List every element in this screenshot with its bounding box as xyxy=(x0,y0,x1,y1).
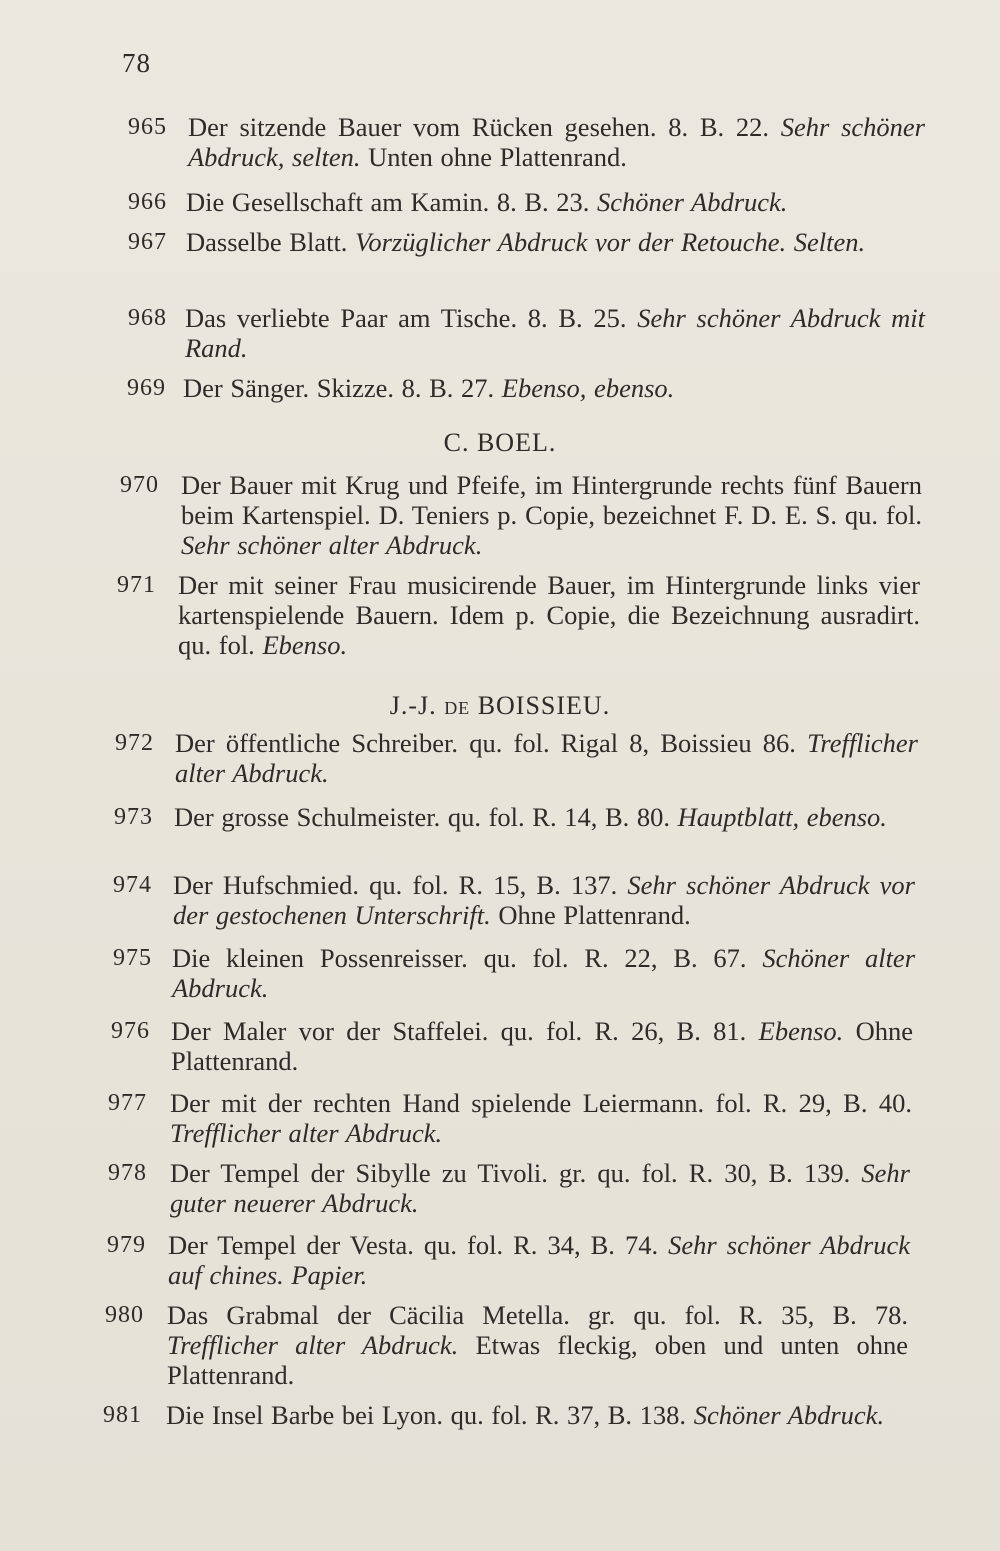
entry-condition-note: Ebenso, ebenso. xyxy=(501,373,675,403)
entry-number: 975 xyxy=(113,945,152,971)
entry-number: 980 xyxy=(105,1302,144,1328)
entry-text xyxy=(181,470,922,560)
entry-description: Das verliebte Paar am Tische. 8. B. 25. xyxy=(185,303,638,333)
entry-text xyxy=(185,303,925,363)
entry-number: 976 xyxy=(111,1018,150,1044)
entry-number: 965 xyxy=(128,114,167,140)
entry-number: 966 xyxy=(128,189,167,215)
section-heading-boel: C. BOEL. xyxy=(443,428,557,457)
entry-number: 968 xyxy=(128,305,167,331)
heading-surname: BOISSIEU. xyxy=(470,691,611,720)
page-number: 78 xyxy=(122,48,151,78)
entry-description: Der öffentliche Schreiber. qu. fol. Rigal 8, Boissieu 86. xyxy=(175,728,808,758)
entry-text xyxy=(186,187,925,217)
entry-remark: Ohne Plattenrand. xyxy=(490,900,691,930)
entry-number: 972 xyxy=(115,730,154,756)
entry-text xyxy=(188,112,925,172)
section-heading-boissieu xyxy=(0,691,1000,721)
entry-number: 970 xyxy=(120,472,159,498)
entry-description: Der Bauer mit Krug und Pfeife, im Hintergrunde rechts fünf Bauern beim Kartenspiel. D. Teniers p. Copie, bezeichnet F. D. E. S. qu. fol. xyxy=(181,470,922,530)
entry-text xyxy=(173,870,915,930)
entry-text xyxy=(172,943,915,1003)
entry-condition-note: Sehr schöner Abdruck, selten. xyxy=(188,112,925,172)
entry-text xyxy=(170,1088,912,1148)
entry-description: Der Tempel der Vesta. qu. fol. R. 34, B. 74. xyxy=(168,1230,669,1260)
entry-condition-note: Schöner Abdruck. xyxy=(597,187,788,217)
entry-description: Der mit der rechten Hand spielende Leiermann. fol. R. 29, B. 40. xyxy=(170,1088,912,1118)
entry-description: Der grosse Schulmeister. qu. fol. R. 14, B. 80. xyxy=(174,802,678,832)
entry-text xyxy=(175,728,918,788)
entry-description: Der mit seiner Frau musicirende Bauer, im Hintergrunde links vier kartenspielende Bauern. Idem p. Copie, die Bezeichnung ausradirt. qu. fol. xyxy=(178,570,920,660)
entry-description: Dasselbe Blatt. xyxy=(186,227,356,257)
entry-condition-note: Ebenso. xyxy=(262,630,348,660)
entry-condition-note: Hauptblatt, ebenso. xyxy=(677,802,887,832)
entry-text xyxy=(171,1016,913,1076)
entry-text xyxy=(167,1300,908,1390)
entry-condition-note: Trefflicher alter Abdruck. xyxy=(175,728,918,788)
entry-condition-note: Trefflicher alter Abdruck. xyxy=(170,1118,443,1148)
entry-number: 979 xyxy=(107,1232,146,1258)
entry-condition-note: Trefflicher alter Abdruck. xyxy=(167,1330,459,1360)
entry-condition-note: Vorzüglicher Abdruck vor der Retouche. Selten. xyxy=(355,227,866,257)
entry-text xyxy=(166,1400,906,1430)
entry-condition-note: Sehr schöner Abdruck auf chines. Papier. xyxy=(168,1230,910,1290)
entry-number: 967 xyxy=(128,229,167,255)
heading-particle: DE xyxy=(444,698,471,718)
entry-text xyxy=(170,1158,910,1218)
entry-description: Das Grabmal der Cäcilia Metella. gr. qu. fol. R. 35, B. 78. xyxy=(167,1300,908,1330)
entry-number: 978 xyxy=(108,1160,147,1186)
entry-text xyxy=(178,570,920,660)
entry-condition-note: Sehr guter neuerer Abdruck. xyxy=(170,1158,910,1218)
entry-remark: Unten ohne Plattenrand. xyxy=(360,142,627,172)
entry-condition-note: Ebenso. xyxy=(758,1016,844,1046)
entry-text xyxy=(168,1230,910,1290)
entry-text xyxy=(186,227,925,257)
entry-description: Der Hufschmied. qu. fol. R. 15, B. 137. xyxy=(173,870,628,900)
entry-condition-note: Schöner Abdruck. xyxy=(693,1400,885,1430)
entry-description: Der Tempel der Sibylle zu Tivoli. gr. qu. fol. R. 30, B. 139. xyxy=(170,1158,862,1188)
entry-description: Der Maler vor der Staffelei. qu. fol. R. 26, B. 81. xyxy=(171,1016,759,1046)
entry-text xyxy=(183,373,925,403)
entry-number: 971 xyxy=(117,572,156,598)
entry-condition-note: Sehr schöner Abdruck mit Rand. xyxy=(185,303,925,363)
entry-condition-note: Schöner alter Abdruck. xyxy=(172,943,916,1003)
heading-initials: J.-J. xyxy=(389,691,445,720)
entry-description: Die Gesellschaft am Kamin. 8. B. 23. xyxy=(186,187,598,217)
entry-description: Die Insel Barbe bei Lyon. qu. fol. R. 37, B. 138. xyxy=(166,1400,694,1430)
entry-condition-note: Sehr schöner alter Abdruck. xyxy=(181,530,483,560)
entry-number: 981 xyxy=(103,1402,142,1428)
entry-condition-note: Sehr schöner Abdruck vor der gestochenen Unterschrift. xyxy=(173,870,915,930)
entry-remark: Ohne Plattenrand. xyxy=(171,1016,914,1076)
entry-number: 977 xyxy=(108,1090,147,1116)
entry-number: 969 xyxy=(127,375,166,401)
entry-remark: Etwas fleckig, oben und unten ohne Plattenrand. xyxy=(167,1330,909,1390)
entry-number: 973 xyxy=(114,804,153,830)
entry-description: Der sitzende Bauer vom Rücken gesehen. 8. B. 22. xyxy=(188,112,781,142)
entry-number: 974 xyxy=(113,872,152,898)
entry-text xyxy=(174,802,918,832)
entry-description: Der Sänger. Skizze. 8. B. 27. xyxy=(183,373,502,403)
entry-description: Die kleinen Possenreisser. qu. fol. R. 22, B. 67. xyxy=(172,943,763,973)
